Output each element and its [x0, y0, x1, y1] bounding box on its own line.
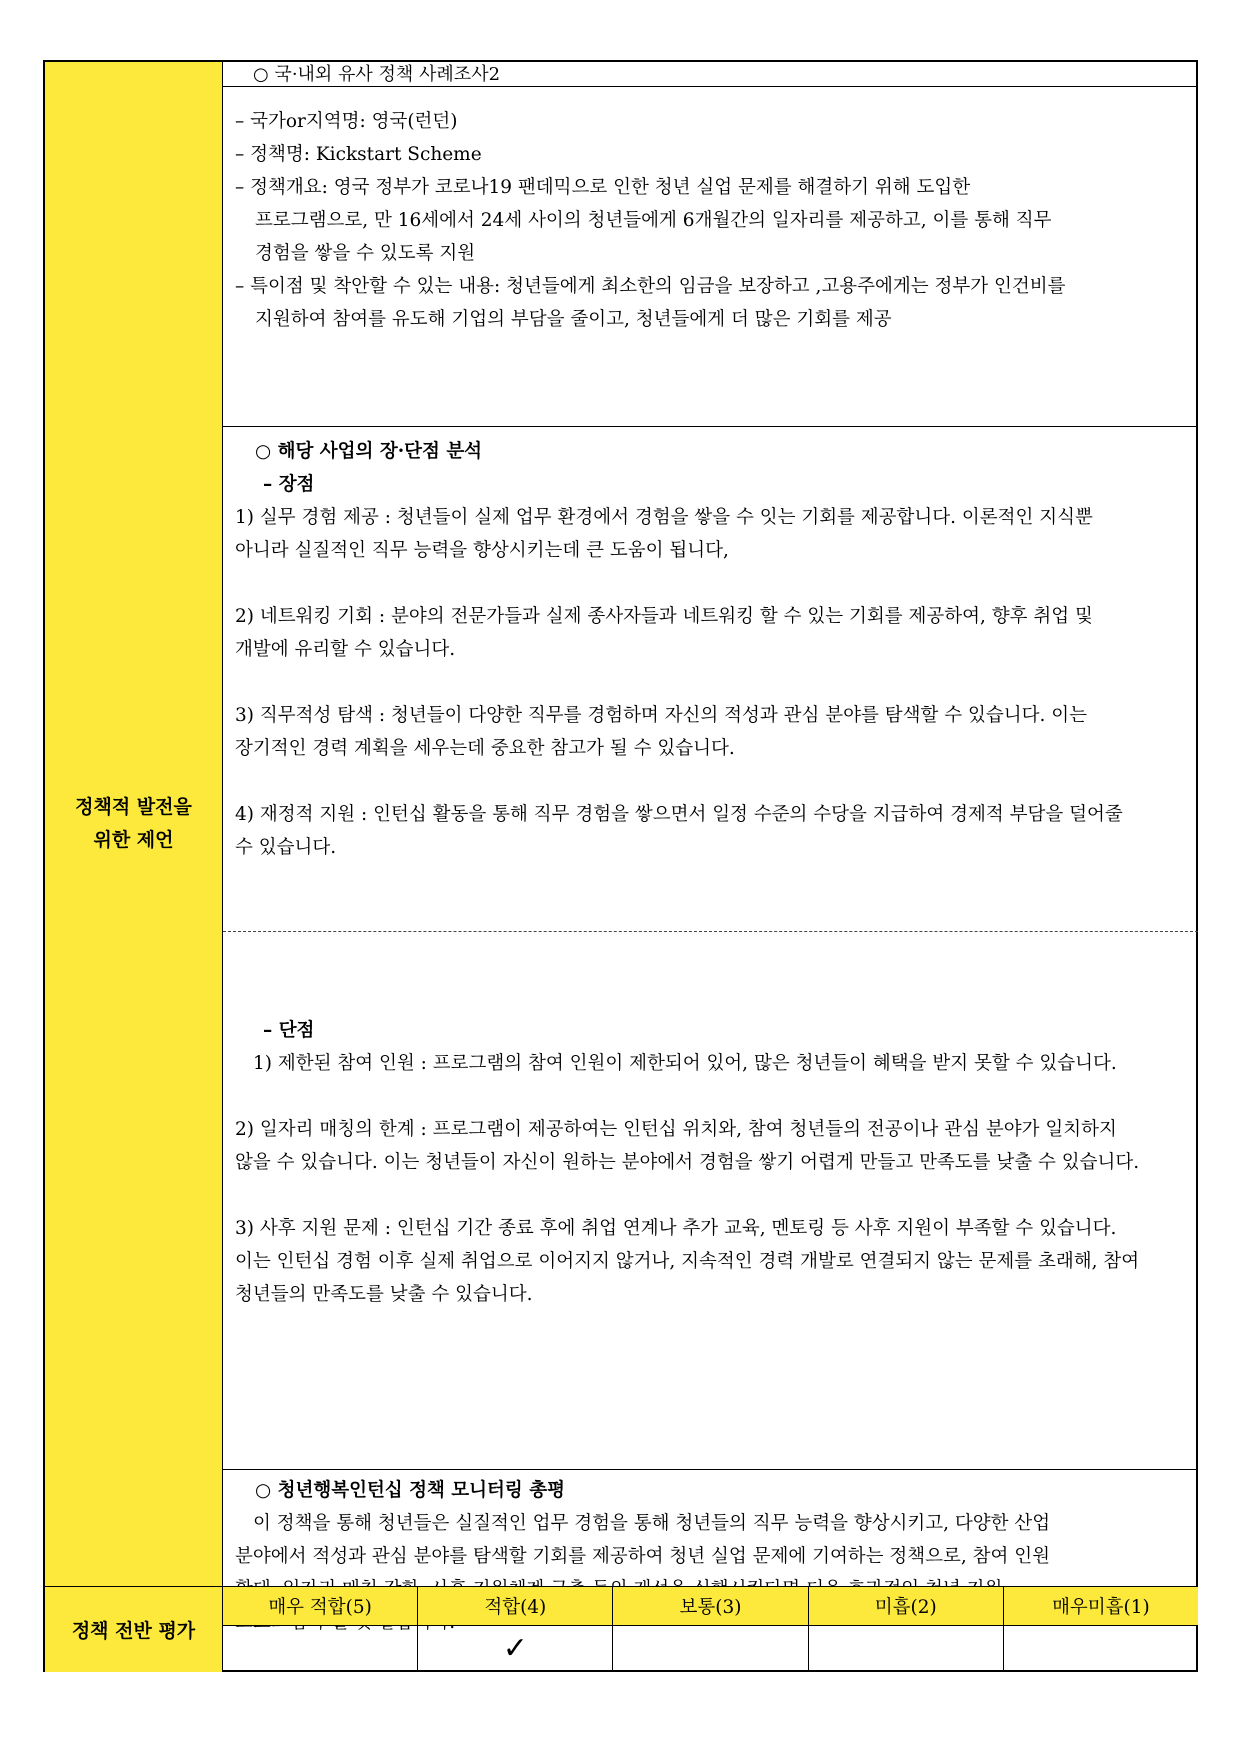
rating-cell[interactable]: [809, 1626, 1004, 1671]
pros-item: 개발에 유리할 수 있습니다.: [235, 639, 456, 660]
rating-option-average: 보통(3): [613, 1587, 808, 1625]
pros-item: 장기적인 경력 계획을 세우는데 중요한 참고가 될 수 있습니다.: [235, 738, 735, 759]
check-mark-icon: ✓: [502, 1631, 528, 1666]
case-notes-line: 지원하여 참여를 유도해 기업의 부담을 줄이고, 청년들에게 더 많은 기회를 제공: [255, 309, 892, 330]
cons-item: 1) 제한된 참여 인원 : 프로그램의 참여 인원이 제한되어 있어, 많은 청년들이 혜택을 받지 못할 수 있습니다.: [253, 1053, 1117, 1074]
pros-section: [223, 427, 1198, 932]
proposal-label: 정책적 발전을 위한 제언: [75, 796, 192, 851]
review-section: [223, 1470, 1198, 1586]
case-overview-line: 프로그램으로, 만 16세에서 24세 사이의 청년들에게 6개월간의 일자리를 제공하고, 이를 통해 직무: [255, 210, 1052, 231]
cons-section: [223, 932, 1198, 1470]
pros-item: 수 있습니다.: [235, 837, 337, 858]
rating-option-insufficient: 미흡(2): [809, 1587, 1004, 1625]
pros-item: 1) 실무 경험 제공 : 청년들이 실제 업무 환경에서 경험을 쌓을 수 잇는 기회를 제공합니다. 이론적인 지식뿐: [235, 507, 1093, 528]
review-line: 분야에서 적성과 관심 분야를 탐색할 기회를 제공하여 청년 실업 문제에 기여하는 정책으로, 참여 인원: [235, 1546, 1051, 1567]
evaluation-form: [43, 60, 1198, 1672]
case-overview-line: 경험을 쌓을 수 있도록 지원: [255, 243, 476, 264]
overall-rating-label-cell: [45, 1586, 223, 1672]
rating-option-very-insufficient: 매우미흡(1): [1052, 1597, 1150, 1618]
cons-label: – 단점: [263, 1020, 315, 1041]
pros-item: 3) 직무적성 탐색 : 청년들이 다양한 직무를 경험하며 자신의 적성과 관심 분야를 탐색할 수 있습니다. 이는: [235, 705, 1088, 726]
overall-rating-label: 정책 전반 평가: [71, 1620, 196, 1642]
rating-cell[interactable]: [613, 1626, 808, 1671]
rating-table: [223, 1586, 1198, 1672]
pros-item: 아니라 실질적인 직무 능력을 향상시키는데 큰 도움이 됩니다,: [235, 540, 729, 561]
rating-header-row: [223, 1587, 1198, 1626]
case-overview-line: – 정책개요: 영국 정부가 코로나19 팬데믹으로 인한 청년 실업 문제를 해결하기 위해 도입한: [235, 177, 971, 198]
cons-item: 않을 수 있습니다. 이는 청년들이 자신이 원하는 분야에서 경험을 쌓기 어렵게 만들고 만족도를 낮출 수 있습니다.: [235, 1152, 1140, 1173]
rating-cell[interactable]: [1004, 1626, 1198, 1671]
case-study-header: ○ 국·내외 유사 정책 사례조사2: [223, 62, 1198, 87]
pros-label: – 장점: [263, 474, 315, 495]
cons-item: 3) 사후 지원 문제 : 인턴십 기간 종료 후에 취업 연계나 추가 교육, 멘토링 등 사후 지원이 부족할 수 있습니다.: [235, 1218, 1117, 1239]
case-study-section: [223, 87, 1198, 427]
analysis-title: ○ 해당 사업의 장·단점 분석: [255, 441, 483, 462]
pros-item: 2) 네트워킹 기회 : 분야의 전문가들과 실제 종사자들과 네트워킹 할 수 있는 기회를 제공하여, 향후 취업 및: [235, 606, 1093, 627]
rating-cell[interactable]: [223, 1626, 418, 1671]
pros-item: 4) 재정적 지원 : 인턴십 활동을 통해 직무 경험을 쌓으면서 일정 수준의 수당을 지급하여 경제적 부담을 덜어줄: [235, 804, 1123, 825]
rating-check-row: [223, 1626, 1198, 1671]
case-country: – 국가or지역명: 영국(런던): [235, 111, 458, 132]
review-line: 이 정책을 통해 청년들은 실질적인 업무 경험을 통해 청년들의 직무 능력을 향상시키고, 다양한 산업: [253, 1513, 1051, 1534]
case-notes-line: – 특이점 및 착안할 수 있는 내용: 청년들에게 최소한의 임금을 보장하고 ,고용주에게는 정부가 인건비를: [235, 276, 1066, 297]
proposal-label-cell: [45, 62, 223, 1586]
rating-option-very-suitable: 매우 적합(5): [223, 1587, 418, 1625]
rating-option-suitable: 적합(4): [418, 1587, 613, 1625]
cons-item: 청년들의 만족도를 낮출 수 있습니다.: [235, 1284, 533, 1305]
cons-item: 2) 일자리 매칭의 한계 : 프로그램이 제공하여는 인턴십 위치와, 참여 청년들의 전공이나 관심 분야가 일치하지: [235, 1119, 1117, 1140]
cons-item: 이는 인턴십 경험 이후 실제 취업으로 이어지지 않거나, 지속적인 경력 개발로 연결되지 않는 문제를 초래해, 참여: [235, 1251, 1140, 1272]
review-title: ○ 청년행복인턴십 정책 모니터링 총평: [255, 1480, 565, 1501]
case-policy-name: – 정책명: Kickstart Scheme: [235, 144, 482, 165]
rating-cell[interactable]: [418, 1626, 613, 1671]
